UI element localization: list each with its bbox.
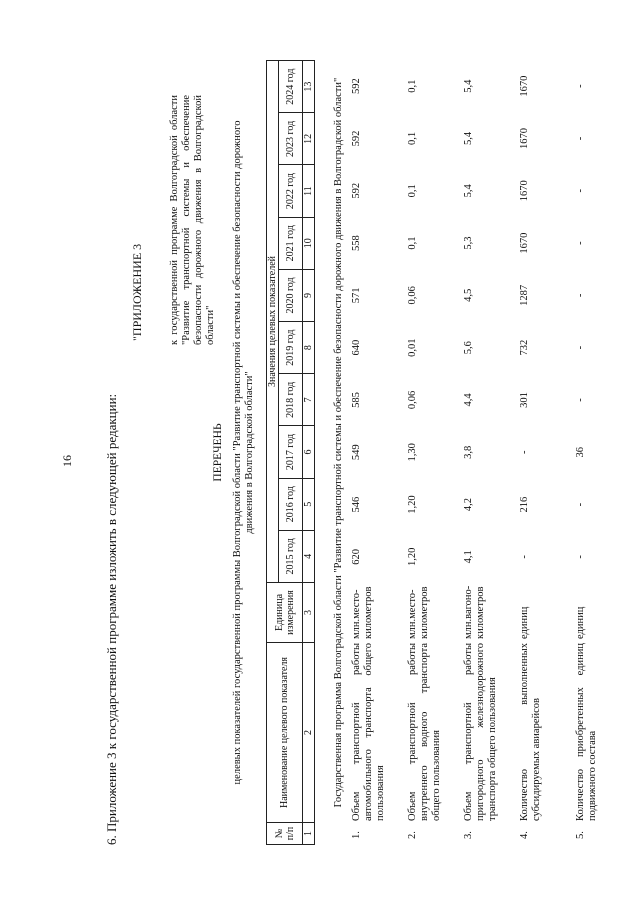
row-number: 1.	[351, 831, 362, 839]
header-year: 2015 год	[279, 530, 303, 582]
indicator-value: -	[575, 136, 586, 141]
indicator-value: -	[575, 189, 586, 193]
column-number: 3	[303, 583, 315, 643]
indicator-unit: единиц	[575, 606, 586, 639]
indicator-value: 5,4	[463, 131, 474, 146]
indicator-value: 0,01	[407, 338, 418, 357]
header-unit: Единица измерения	[267, 583, 303, 643]
indicator-value: 3,8	[463, 445, 474, 459]
indicator-name: Объем транспортной работы пригородного железнодорожного транспорта общего пользования	[463, 643, 498, 821]
header-table	[266, 60, 315, 845]
indicator-value: 592	[351, 78, 362, 95]
header-year: 2023 год	[279, 113, 303, 165]
row-number: 4.	[519, 831, 530, 839]
indicator-name: Объем транспортной работы внутреннего водного транспорта общего пользования	[407, 643, 442, 821]
header-year: 2024 год	[279, 61, 303, 113]
indicator-value: 620	[351, 548, 362, 565]
table-row	[345, 60, 401, 845]
indicator-value: -	[575, 241, 586, 245]
header-year: 2022 год	[279, 165, 303, 217]
indicator-value: 1670	[519, 180, 530, 202]
program-title-row: Государственная программа Волгоградской области "Развитие транспортной системы и обеспечение безопасности дорожного движения в Волгоградской области"	[333, 77, 344, 808]
indicator-value: 1670	[519, 232, 530, 254]
header-num: № п/п	[267, 823, 303, 845]
indicator-value: -	[575, 345, 586, 350]
indicator-value: 1,30	[407, 443, 418, 462]
column-number: 4	[303, 530, 315, 582]
table-body	[333, 60, 625, 845]
indicator-value: 546	[351, 496, 362, 513]
indicator-value: 592	[351, 130, 362, 147]
indicator-value: 1670	[519, 127, 530, 149]
indicator-value: 1,20	[407, 547, 418, 567]
column-number: 1	[303, 823, 315, 845]
lead-paragraph: 6. Приложение 3 к государственной программе изложить в следующей редакции:	[104, 393, 119, 845]
table-row	[513, 60, 569, 845]
indicator-value: 732	[519, 339, 530, 356]
indicator-value: 5,6	[463, 341, 474, 355]
indicator-value: 640	[351, 339, 362, 356]
column-number: 5	[303, 478, 315, 530]
indicator-value: -	[519, 450, 530, 454]
appendix-block	[130, 95, 217, 345]
indicator-value: 216	[519, 496, 530, 513]
row-number: 3.	[463, 831, 474, 839]
indicator-value: 0,1	[407, 184, 418, 198]
table-row	[569, 60, 625, 845]
indicator-value: 1,20	[407, 495, 418, 514]
row-number: 5.	[575, 831, 586, 839]
indicator-value: 0,06	[407, 390, 418, 410]
indicator-value: 0,1	[407, 236, 418, 250]
indicator-value: 4,2	[463, 498, 474, 512]
indicator-value: 4,1	[463, 550, 474, 564]
column-number: 11	[303, 165, 315, 217]
header-year: 2017 год	[279, 426, 303, 478]
column-number: 12	[303, 113, 315, 165]
indicator-value: -	[575, 293, 586, 298]
indicator-value: 301	[519, 392, 530, 408]
appendix-title: "ПРИЛОЖЕНИЕ 3	[130, 243, 144, 341]
indicator-value: 592	[351, 182, 362, 199]
table-row	[401, 60, 457, 845]
column-number: 2	[303, 643, 315, 823]
header-name: Наименование целевого показателя	[267, 643, 303, 823]
appendix-text: к государственной программе Волгоградской области "Развитие транспортной системы и обеспечение безопасности дорожного движения в Волгоградской области"	[169, 95, 216, 345]
indicator-value: 36	[575, 447, 586, 458]
rows-container	[345, 60, 625, 845]
indicator-name: Количество выполненных субсидируемых авиарейсов	[519, 643, 542, 821]
indicator-value: 0,1	[407, 79, 418, 93]
indicator-value: 1287	[519, 284, 530, 306]
indicator-value: 5,3	[463, 236, 474, 250]
indicator-value: 4,5	[463, 288, 474, 302]
column-number: 9	[303, 269, 315, 321]
header-values-group: Значения целевых показателей	[267, 61, 279, 583]
indicator-name: Количество приобретенных единиц подвижного состава	[575, 643, 598, 821]
indicator-value: 4,4	[463, 393, 474, 407]
document-heading: ПЕРЕЧЕНЬ	[212, 423, 224, 482]
column-number: 8	[303, 322, 315, 374]
header-year: 2016 год	[279, 478, 303, 530]
indicator-value: 0,06	[407, 286, 418, 305]
indicator-value: 0,1	[407, 131, 418, 146]
header-year: 2018 год	[279, 374, 303, 426]
indicator-value: -	[519, 555, 530, 559]
column-number: 13	[303, 61, 315, 113]
indicator-unit: млн.место-километров	[407, 586, 430, 639]
indicator-unit: млн.место-километров	[351, 586, 374, 639]
indicator-value: 558	[351, 235, 362, 251]
indicator-unit: единиц	[519, 606, 530, 639]
header-year: 2019 год	[279, 322, 303, 374]
indicator-value: -	[575, 502, 586, 507]
indicator-unit: млн.вагоно-километров	[463, 585, 486, 639]
indicator-value: 5,4	[463, 184, 474, 198]
indicator-name: Объем транспортной работы автомобильного транспорта общего пользования	[351, 643, 386, 821]
indicator-value: -	[575, 555, 586, 559]
header-year: 2021 год	[279, 217, 303, 269]
page-number: 16	[60, 455, 74, 467]
table-row	[457, 60, 513, 845]
indicator-value: 585	[351, 392, 362, 408]
header-year: 2020 год	[279, 269, 303, 321]
column-number: 10	[303, 217, 315, 269]
indicator-value: 571	[351, 287, 362, 304]
indicator-value: 1670	[519, 75, 530, 97]
indicator-value: -	[575, 84, 586, 88]
indicator-value: -	[575, 398, 586, 402]
indicator-value: 5,4	[463, 79, 474, 93]
indicator-value: 549	[351, 444, 362, 461]
column-number: 6	[303, 426, 315, 478]
document-subtitle: целевых показателей государственной программы Волгоградской области "Развитие транспортной системы и обеспечение безопасности дорожного движения в Волгоградской области"	[232, 120, 255, 785]
column-number: 7	[303, 374, 315, 426]
row-number: 2.	[407, 831, 418, 839]
